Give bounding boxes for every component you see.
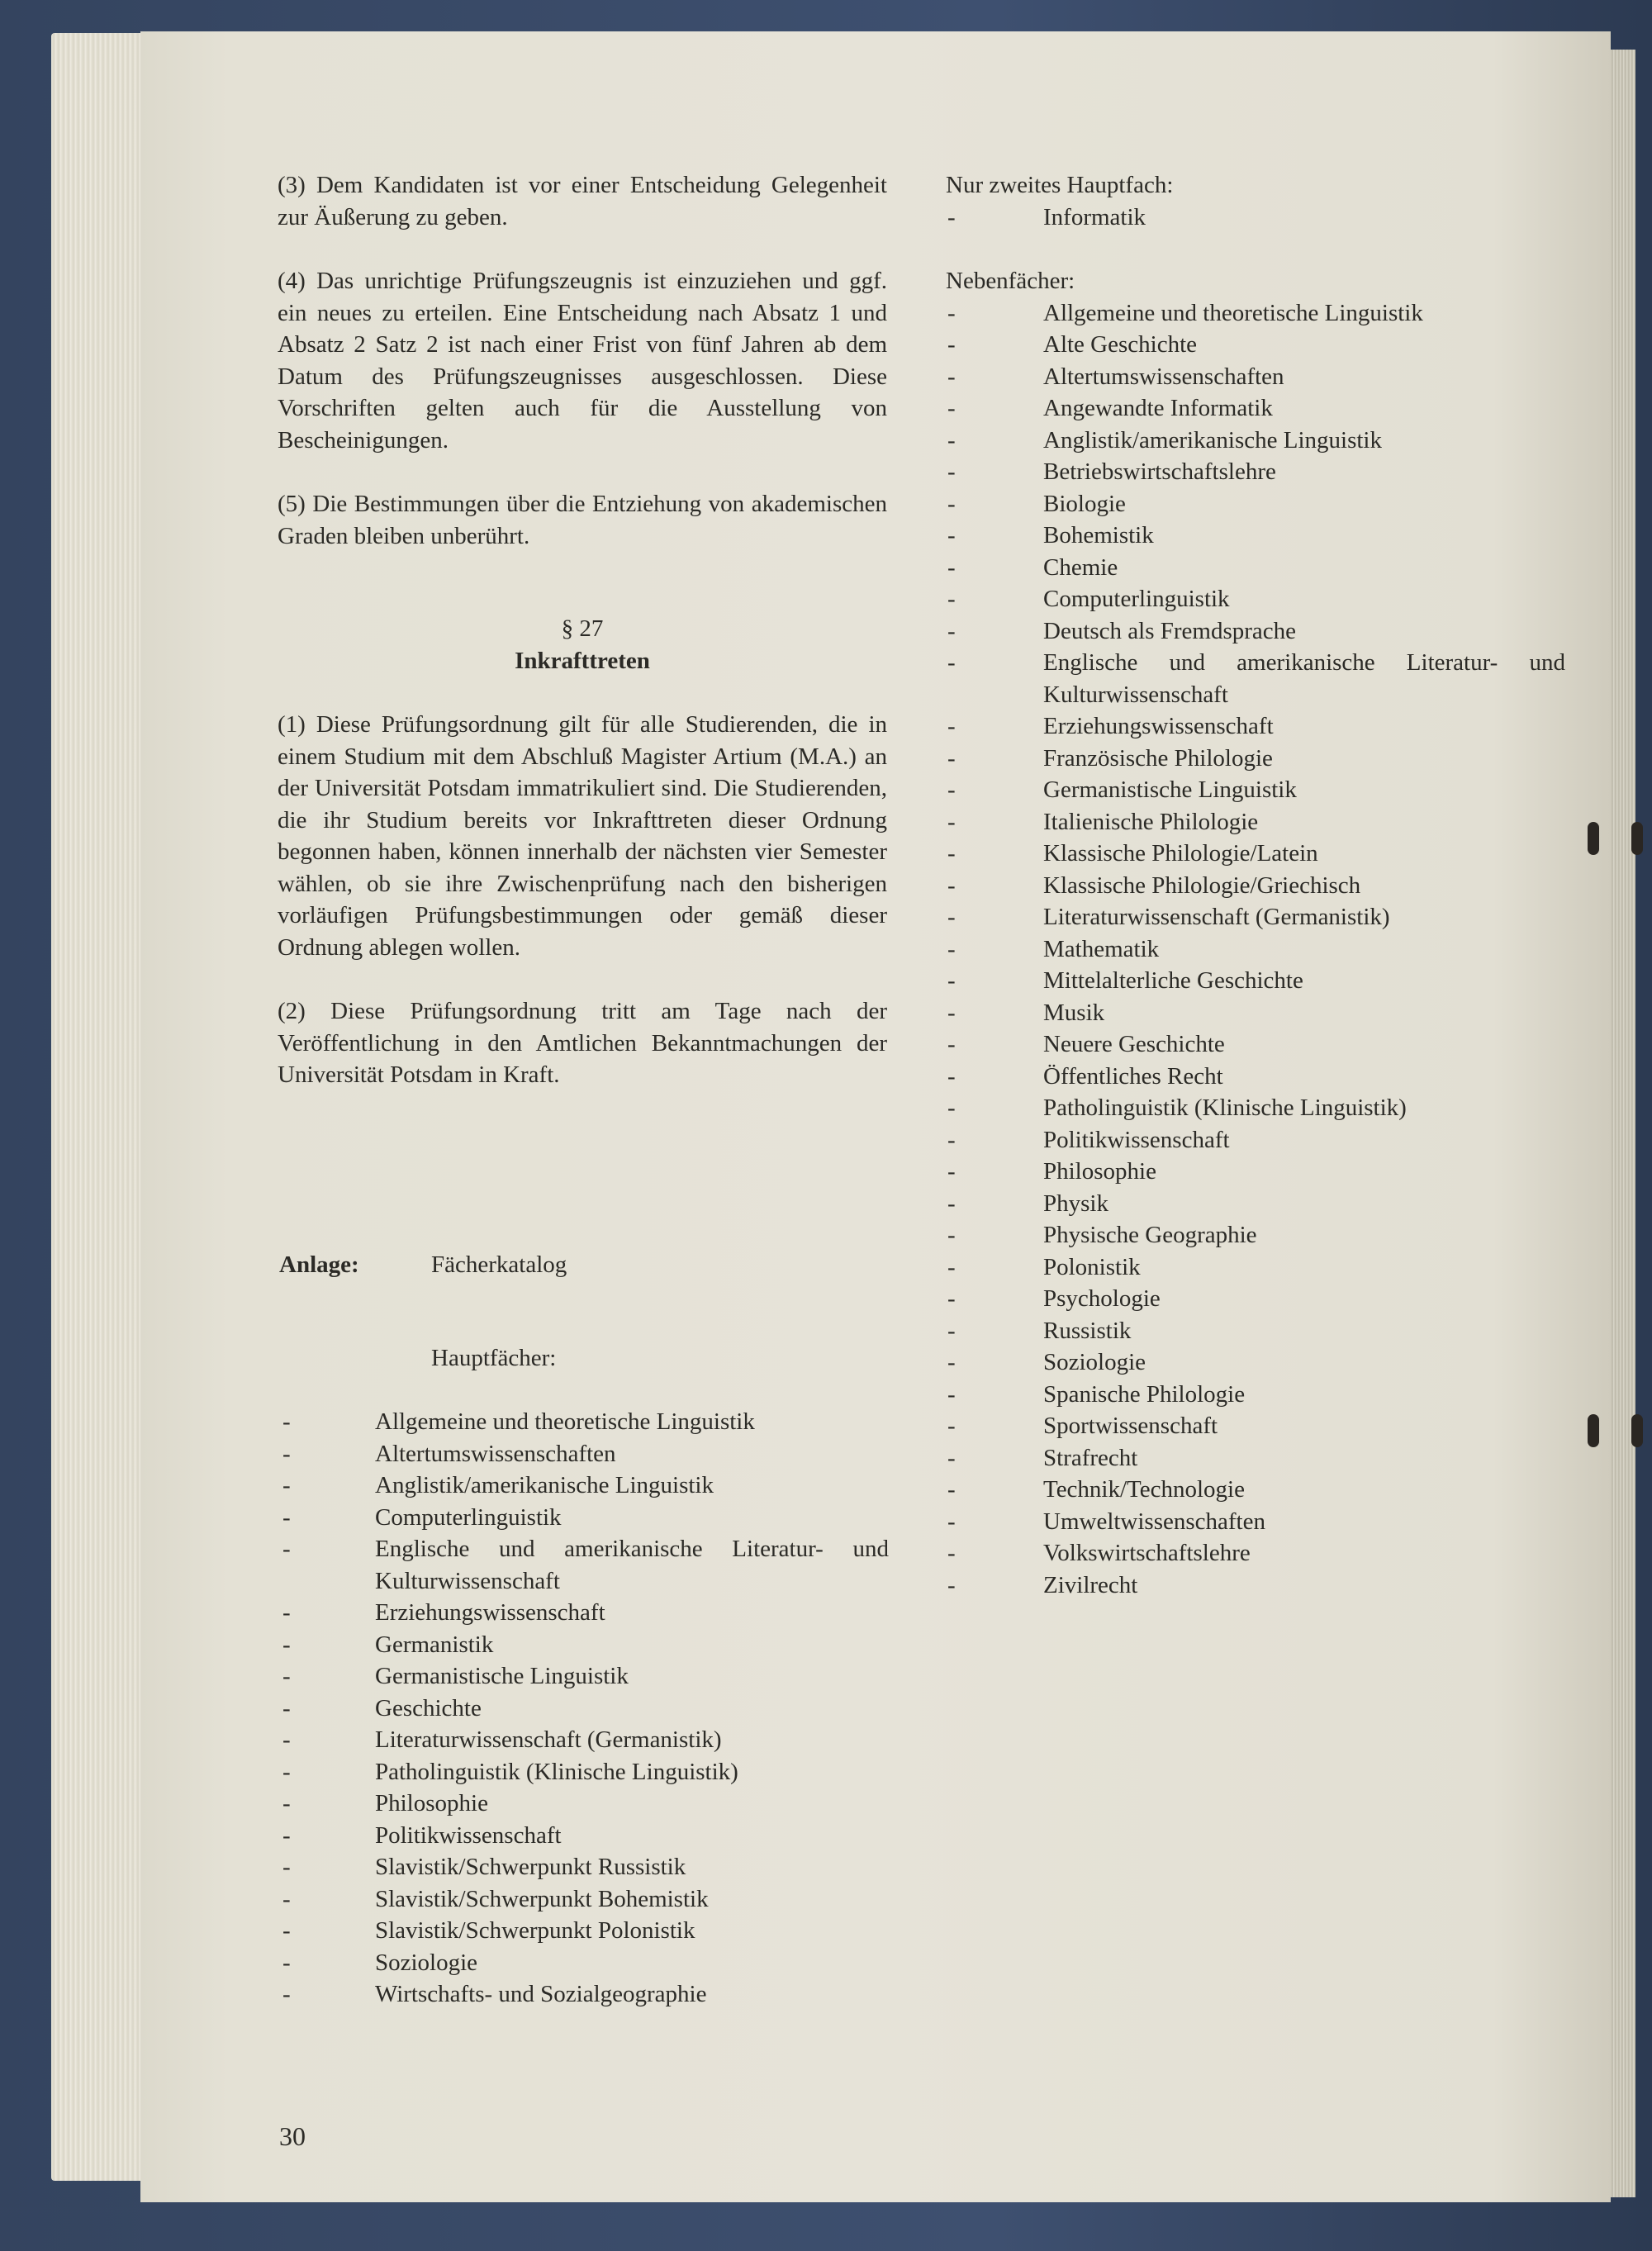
list-dash: -: [947, 935, 956, 962]
nebenfach-item-label: Klassische Philologie/Griechisch: [1043, 871, 1361, 899]
hauptfach-item-label: Philosophie: [375, 1790, 488, 1816]
hauptfaecher-list: [278, 1406, 889, 2011]
hauptfach-item: [278, 1883, 889, 1916]
list-dash: -: [947, 1444, 956, 1471]
nebenfach-item: [946, 901, 1565, 933]
nebenfach-item-label: Sportwissenschaft: [1043, 1413, 1218, 1439]
list-dash: -: [282, 1663, 291, 1689]
list-dash: -: [947, 713, 956, 739]
list-dash: -: [282, 1694, 291, 1721]
nebenfach-item-label: Betriebswirtschaftslehre: [1043, 458, 1276, 485]
list-dash: -: [947, 1253, 956, 1280]
hauptfach-item-label: Altertumswissenschaften: [375, 1440, 616, 1467]
list-dash: -: [282, 1408, 291, 1435]
nebenfach-item: [946, 997, 1565, 1029]
left-column-top: [278, 169, 887, 552]
hauptfach-item-label: Slavistik/Schwerpunkt Bohemistik: [375, 1885, 709, 1912]
list-dash: -: [282, 1472, 291, 1498]
nebenfach-item: [946, 583, 1565, 615]
nebenfach-item-label: Mathematik: [1043, 935, 1160, 962]
nebenfach-item: [946, 520, 1565, 552]
nebenfach-item: [946, 1537, 1565, 1570]
list-dash: -: [947, 1095, 956, 1121]
list-dash: -: [947, 871, 956, 899]
hauptfach-item-label: Allgemeine und theoretische Linguistik: [375, 1408, 755, 1435]
nebenfach-item-label: Spanische Philologie: [1043, 1380, 1246, 1408]
nebenfach-item-label: Zivilrecht: [1043, 1571, 1138, 1598]
hauptfach-item-label: Englische und amerikanische Literatur- und Kulturwissenschaft: [375, 1536, 889, 1594]
zweites-hauptfach-item-label: Informatik: [1043, 203, 1146, 230]
nebenfaecher-list: [946, 297, 1565, 1602]
list-dash: -: [947, 586, 956, 612]
list-dash: -: [282, 1949, 291, 1976]
anlage-label: Anlage:: [279, 1251, 359, 1278]
right-column: [946, 169, 1565, 1601]
hauptfach-item: [278, 1947, 889, 1979]
paragraph-5: (5) Die Bestimmungen über die Entziehung von akademischen Graden bleiben unberührt.: [278, 491, 887, 549]
list-dash: -: [282, 1885, 291, 1912]
anlage-value: Fächerkatalog: [431, 1251, 567, 1278]
inkraft-paragraph-1: (1) Diese Prüfungsordnung gilt für alle Studierenden, die in einem Studium mit dem Abschluß Magister Artium (M.A.) an der Universität Potsdam immatrikuliert sind. Die Studierenden, die ihr Studium bereits vor Inkrafttreten dieser Ordnung begonnen haben, können innerhalb der nächsten vier Semester wählen, ob sie ihre Zwischenprüfung nach den bisherigen vorläufigen Prüfungsbestimmungen oder gemäß dieser Ordnung ablegen wollen.: [278, 711, 887, 961]
nebenfach-item: [946, 743, 1565, 775]
zweites-hauptfach-item: [946, 202, 1565, 234]
nebenfach-item-label: Germanistische Linguistik: [1043, 776, 1297, 803]
right-page-edge: [1611, 50, 1635, 2197]
nebenfach-item-label: Technik/Technologie: [1043, 1476, 1245, 1503]
nebenfach-item: [946, 1506, 1565, 1538]
nebenfach-item: [946, 1410, 1565, 1442]
list-dash: -: [947, 1285, 956, 1312]
hauptfach-item: [278, 1788, 889, 1820]
nebenfach-item-label: Volkswirtschaftslehre: [1043, 1540, 1251, 1566]
hauptfach-item: [278, 1470, 889, 1502]
list-dash: -: [947, 1031, 956, 1057]
hauptfach-item-label: Slavistik/Schwerpunkt Russistik: [375, 1854, 686, 1880]
hauptfach-item: [278, 1406, 889, 1438]
nebenfaecher-heading: Nebenfächer:: [946, 268, 1075, 294]
nebenfach-item: [946, 297, 1565, 330]
section-number: § 27: [561, 615, 604, 642]
list-dash: -: [947, 458, 956, 485]
hauptfach-item-label: Germanistik: [375, 1631, 494, 1658]
nebenfach-item: [946, 329, 1565, 361]
hauptfaecher-heading: Hauptfächer:: [431, 1345, 557, 1371]
list-dash: -: [947, 395, 956, 421]
list-dash: -: [947, 331, 956, 358]
nebenfach-item-label: Politikwissenschaft: [1043, 1126, 1230, 1153]
list-dash: -: [947, 299, 956, 326]
hauptfach-item: [278, 1629, 889, 1661]
nebenfach-item-label: Literaturwissenschaft (Germanistik): [1043, 904, 1390, 930]
hauptfach-item: [278, 1533, 889, 1597]
list-dash: -: [282, 1599, 291, 1626]
nebenfach-item-label: Deutsch als Fremdsprache: [1043, 617, 1297, 644]
hauptfach-item-label: Soziologie: [375, 1949, 478, 1976]
paragraph-4: (4) Das unrichtige Prüfungszeugnis ist einzuziehen und ggf. ein neues zu erteilen. Eine Entscheidung nach Absatz 1 und Absatz 2 Satz 2 ist nach einer Frist von fünf Jahren ab dem Datum des Prüfungszeugnisses ausgeschlossen. Diese Vorschriften gelten auch für die Ausstellung von Bescheinigungen.: [278, 268, 887, 454]
nebenfach-item: [946, 425, 1565, 457]
nebenfach-item: [946, 647, 1565, 710]
nebenfach-item-label: Italienische Philologie: [1043, 808, 1259, 835]
binder-ring-icon: [1631, 1414, 1643, 1447]
nebenfach-item: [946, 392, 1565, 425]
nebenfach-item-label: Physische Geographie: [1043, 1222, 1257, 1248]
list-dash: -: [947, 203, 956, 230]
nebenfach-item: [946, 1474, 1565, 1506]
nebenfach-item-label: Philosophie: [1043, 1158, 1156, 1185]
list-dash: -: [947, 1508, 956, 1535]
nebenfach-item: [946, 774, 1565, 806]
hauptfach-item-label: Patholinguistik (Klinische Linguistik): [375, 1758, 738, 1785]
nebenfach-item-label: Umweltwissenschaften: [1043, 1508, 1265, 1535]
list-dash: -: [947, 553, 956, 581]
nebenfach-item: [946, 870, 1565, 902]
list-dash: -: [282, 1981, 291, 2007]
list-dash: -: [282, 1758, 291, 1785]
list-dash: -: [947, 1476, 956, 1503]
nebenfach-item-label: Soziologie: [1043, 1349, 1146, 1375]
nebenfach-item-label: Erziehungswissenschaft: [1043, 713, 1274, 739]
list-dash: -: [947, 1222, 956, 1248]
list-dash: -: [947, 904, 956, 930]
nebenfach-item: [946, 1156, 1565, 1188]
hauptfach-item-label: Geschichte: [375, 1694, 482, 1721]
list-dash: -: [947, 363, 956, 390]
hauptfach-item: [278, 1978, 889, 2011]
list-dash: -: [947, 1126, 956, 1153]
hauptfach-item-label: Wirtschafts- und Sozialgeographie: [375, 1981, 707, 2007]
hauptfach-item: [278, 1502, 889, 1534]
hauptfach-item: [278, 1756, 889, 1788]
nebenfach-item-label: Chemie: [1043, 553, 1118, 581]
hauptfach-item-label: Erziehungswissenschaft: [375, 1599, 605, 1626]
inkraft-paragraph-2: (2) Diese Prüfungsordnung tritt am Tage nach der Veröffentlichung in den Amtlichen Bekanntmachungen der Universität Potsdam in Kraft.: [278, 998, 887, 1088]
hauptfach-item: [278, 1820, 889, 1852]
nebenfach-item: [946, 456, 1565, 488]
list-dash: -: [947, 967, 956, 994]
nebenfach-item: [946, 615, 1565, 648]
nebenfach-item: [946, 1251, 1565, 1284]
hauptfach-item: [278, 1597, 889, 1629]
nebenfach-item: [946, 838, 1565, 870]
list-dash: -: [947, 840, 956, 867]
list-dash: -: [947, 649, 956, 676]
nebenfach-item-label: Patholinguistik (Klinische Linguistik): [1043, 1095, 1407, 1121]
nebenfach-item-label: Russistik: [1043, 1317, 1132, 1344]
nebenfach-item: [946, 933, 1565, 966]
hauptfach-item-label: Slavistik/Schwerpunkt Polonistik: [375, 1917, 695, 1944]
nebenfach-item-label: Computerlinguistik: [1043, 586, 1230, 612]
list-dash: -: [282, 1503, 291, 1531]
hauptfach-item-label: Anglistik/amerikanische Linguistik: [375, 1472, 714, 1498]
zweites-hauptfach-list: [946, 202, 1565, 234]
hauptfach-item-label: Politikwissenschaft: [375, 1821, 562, 1849]
list-dash: -: [947, 1540, 956, 1566]
nebenfach-item: [946, 1283, 1565, 1315]
binder-ring-icon: [1588, 822, 1599, 855]
hauptfach-item: [278, 1660, 889, 1693]
hauptfach-item: [278, 1915, 889, 1947]
nebenfach-item-label: Biologie: [1043, 490, 1126, 517]
list-dash: -: [282, 1854, 291, 1880]
nebenfach-item: [946, 488, 1565, 520]
hauptfach-item: [278, 1851, 889, 1883]
section-title: Inkrafttreten: [515, 648, 650, 674]
nebenfach-item-label: Altertumswissenschaften: [1043, 363, 1284, 390]
list-dash: -: [282, 1536, 291, 1562]
list-dash: -: [947, 1158, 956, 1185]
hauptfach-item: [278, 1438, 889, 1470]
nebenfach-item: [946, 1346, 1565, 1379]
nebenfach-item-label: Bohemistik: [1043, 522, 1154, 549]
list-dash: -: [282, 1917, 291, 1944]
list-dash: -: [947, 1413, 956, 1439]
nebenfach-item-label: Englische und amerikanische Literatur- und Kulturwissenschaft: [1043, 649, 1565, 708]
list-dash: -: [282, 1726, 291, 1753]
nebenfach-item-label: Neuere Geschichte: [1043, 1031, 1225, 1057]
hauptfach-item: [278, 1724, 889, 1756]
nebenfach-item-label: Angewandte Informatik: [1043, 395, 1273, 421]
list-dash: -: [947, 1062, 956, 1090]
nebenfach-item-label: Physik: [1043, 1190, 1108, 1217]
list-dash: -: [282, 1790, 291, 1816]
list-dash: -: [947, 808, 956, 835]
list-dash: -: [947, 1349, 956, 1375]
hauptfach-item: [278, 1693, 889, 1725]
nebenfach-item: [946, 965, 1565, 997]
nebenfach-item-label: Französische Philologie: [1043, 744, 1273, 772]
nebenfach-item-label: Psychologie: [1043, 1285, 1161, 1312]
inkrafttreten-block: [278, 709, 887, 1091]
nebenfach-item-label: Anglistik/amerikanische Linguistik: [1043, 426, 1382, 454]
hauptfach-item-label: Computerlinguistik: [375, 1503, 562, 1531]
binder-ring-icon: [1631, 822, 1643, 855]
list-dash: -: [947, 1571, 956, 1598]
nebenfach-item-label: Alte Geschichte: [1043, 331, 1198, 358]
nebenfach-item: [946, 1379, 1565, 1411]
nebenfach-item: [946, 1124, 1565, 1156]
nebenfach-item-label: Mittelalterliche Geschichte: [1043, 967, 1303, 994]
list-dash: -: [947, 490, 956, 517]
nebenfach-item: [946, 552, 1565, 584]
list-dash: -: [947, 617, 956, 644]
list-dash: -: [947, 1190, 956, 1217]
nebenfach-item: [946, 806, 1565, 838]
nebenfach-item-label: Öffentliches Recht: [1043, 1062, 1223, 1090]
nebenfach-item: [946, 1219, 1565, 1251]
hauptfach-item-label: Germanistische Linguistik: [375, 1663, 629, 1689]
nebenfach-item-label: Klassische Philologie/Latein: [1043, 840, 1318, 867]
list-dash: -: [947, 522, 956, 549]
nebenfach-item: [946, 1442, 1565, 1475]
nebenfach-item: [946, 1092, 1565, 1124]
nebenfach-item: [946, 710, 1565, 743]
nebenfach-item: [946, 1028, 1565, 1061]
list-dash: -: [947, 744, 956, 772]
nebenfach-item: [946, 1061, 1565, 1093]
list-dash: -: [282, 1631, 291, 1658]
page-stack-edge: [51, 33, 150, 2181]
paragraph-3: (3) Dem Kandidaten ist vor einer Entscheidung Gelegenheit zur Äußerung zu geben.: [278, 172, 887, 230]
binder-ring-icon: [1588, 1414, 1599, 1447]
nebenfach-item: [946, 361, 1565, 393]
nebenfach-item: [946, 1315, 1565, 1347]
list-dash: -: [947, 776, 956, 803]
nebenfach-item-label: Allgemeine und theoretische Linguistik: [1043, 299, 1423, 326]
page-number: 30: [279, 2121, 306, 2151]
list-dash: -: [947, 1317, 956, 1344]
nebenfach-item-label: Musik: [1043, 999, 1105, 1026]
nebenfach-item-label: Polonistik: [1043, 1253, 1141, 1280]
nebenfach-item: [946, 1188, 1565, 1220]
list-dash: -: [947, 1380, 956, 1408]
list-dash: -: [282, 1821, 291, 1849]
nebenfach-item: [946, 1570, 1565, 1602]
nebenfach-item-label: Strafrecht: [1043, 1444, 1138, 1471]
list-dash: -: [947, 999, 956, 1026]
list-dash: -: [947, 426, 956, 454]
hauptfach-item-label: Literaturwissenschaft (Germanistik): [375, 1726, 722, 1753]
zweites-hauptfach-heading: Nur zweites Hauptfach:: [946, 172, 1174, 198]
list-dash: -: [282, 1440, 291, 1467]
